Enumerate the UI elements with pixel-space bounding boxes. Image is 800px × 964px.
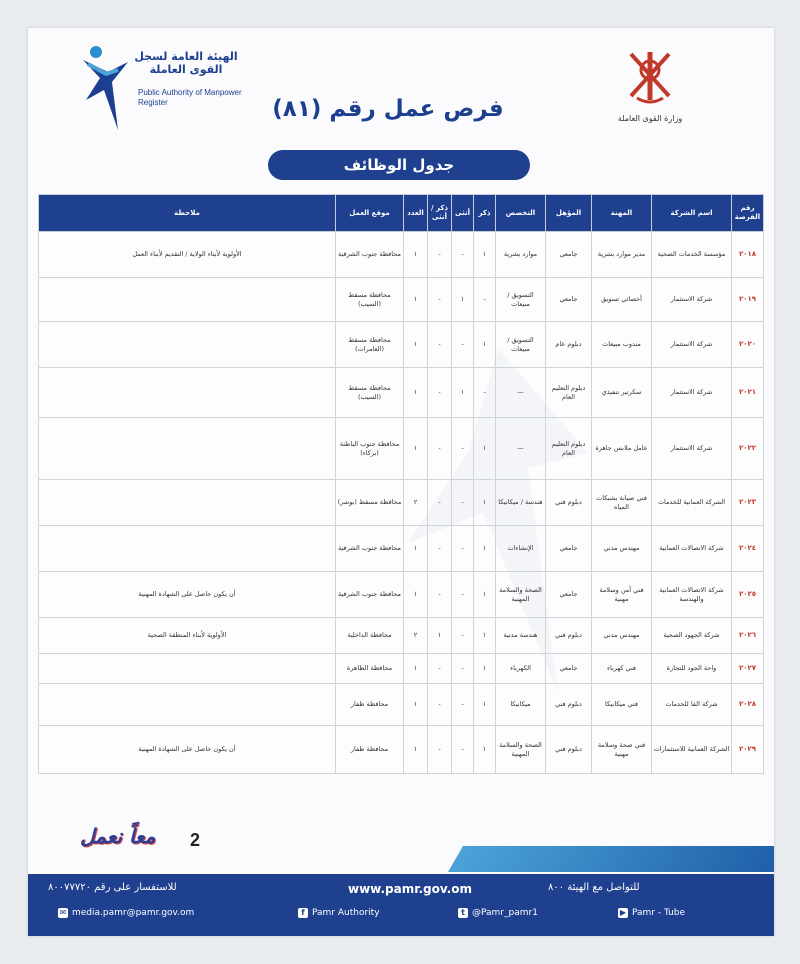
note-cell: الأولوية لأبناء الولاية / التقديم لأبناء العمل [39,232,336,278]
twitter-item[interactable] [458,908,538,918]
table-cell: مهندس مدني [592,618,652,654]
table-cell: سكرتير تنفيذي [592,368,652,418]
table-cell: - [452,572,474,618]
table-cell: شركة الاستثمار [652,322,732,368]
table-cell: جامعي [546,526,592,572]
table-cell: محافظة مسقط (بوشر) [336,480,404,526]
job-listing-page [28,28,774,936]
table-cell: التسويق / مبيعات [496,278,546,322]
table-cell: جامعي [546,232,592,278]
table-cell: الإنشاءات [496,526,546,572]
table-cell: الصحة والسلامة المهنية [496,726,546,774]
table-cell: ٢ [404,618,428,654]
youtube-icon: ▶ [619,908,627,917]
youtube-item[interactable] [618,908,685,918]
email-item[interactable] [58,908,194,918]
job-number-cell: ٢٠٢٠ [732,322,764,368]
column-header: أنثى [452,195,474,232]
twitter-text: @Pamr_pamr1 [472,908,538,918]
table-row [39,654,764,684]
table-cell: - [452,618,474,654]
table-cell: — [496,368,546,418]
table-row [39,368,764,418]
table-cell: ١ [428,618,452,654]
note-cell [39,526,336,572]
table-cell: — [496,418,546,480]
table-cell: شركة الاتصالات العمانية والهندسة [652,572,732,618]
table-cell: - [428,654,452,684]
table-cell: محافظة جنوب الشرقية [336,232,404,278]
table-cell: ١ [404,654,428,684]
table-cell: محافظة مسقط (السيب) [336,368,404,418]
job-number-cell: ٢٠٢٨ [732,684,764,726]
table-cell: فني كهرباء [592,654,652,684]
table-cell: - [428,232,452,278]
table-cell: - [428,572,452,618]
table-cell: - [428,480,452,526]
table-cell: - [428,684,452,726]
table-cell: دبلوم فني [546,726,592,774]
table-cell: - [452,322,474,368]
table-cell: ١ [474,684,496,726]
table-cell: فني أمن وسلامة مهنية [592,572,652,618]
email-text: media.pamr@pamr.gov.om [72,908,195,918]
table-cell: أخصائي تسويق [592,278,652,322]
column-header: ذكر / أنثى [428,195,452,232]
table-cell: محافظة الظاهرة [336,654,404,684]
emblem-caption: وزارة القوى العاملة [617,114,683,123]
job-number-cell: ٢٠١٨ [732,232,764,278]
table-row [39,726,764,774]
table-cell: دبلوم التعليم العام [546,368,592,418]
table-cell: دبلوم فني [546,684,592,726]
table-row [39,572,764,618]
contact-footer [28,874,774,936]
table-row [39,232,764,278]
table-cell: ٢ [404,480,428,526]
note-cell [39,278,336,322]
table-cell: - [474,278,496,322]
table-cell: الكهرباء [496,654,546,684]
ministry-emblem [610,44,690,144]
table-cell: ١ [452,368,474,418]
table-cell: دبلوم عام [546,322,592,368]
table-cell: - [428,418,452,480]
table-cell: شركة الاستثمار [652,418,732,480]
job-number-cell: ٢٠٢٧ [732,654,764,684]
facebook-item[interactable] [298,908,380,918]
note-cell [39,654,336,684]
table-cell: ١ [474,654,496,684]
table-row [39,480,764,526]
table-cell: - [428,726,452,774]
table-cell: واحة الجود للتجارة [652,654,732,684]
table-cell: دبلوم فني [546,618,592,654]
column-header: ذكر [474,195,496,232]
table-cell: شركة الاتصالات العمانية [652,526,732,572]
table-cell: - [428,368,452,418]
job-number-cell: ٢٠٢٩ [732,726,764,774]
table-cell: عامل ملابس جاهزة [592,418,652,480]
job-number-cell: ٢٠٢١ [732,368,764,418]
table-cell: محافظة جنوب الباطنة (بركاء) [336,418,404,480]
job-number-cell: ٢٠٢٥ [732,572,764,618]
oman-emblem-icon [623,44,677,106]
table-cell: - [428,322,452,368]
table-cell: - [452,232,474,278]
column-header: العدد [404,195,428,232]
table-cell: التسويق / مبيعات [496,322,546,368]
table-cell: محافظة ظفار [336,726,404,774]
inquiry-number: للاستفسار على رقم ٨٠٠٧٧٧٢٠ [48,882,177,893]
table-cell: - [452,418,474,480]
table-cell: ١ [404,726,428,774]
table-cell: ١ [404,572,428,618]
authority-name-en: Public Authority of Manpower Register [138,88,242,107]
job-number-cell: ٢٠٢٦ [732,618,764,654]
table-cell: ١ [404,368,428,418]
table-cell: ١ [404,278,428,322]
table-cell: ١ [474,572,496,618]
table-row [39,322,764,368]
table-cell: - [452,654,474,684]
table-cell: ١ [474,618,496,654]
note-cell [39,684,336,726]
job-number-cell: ٢٠٢٣ [732,480,764,526]
table-row [39,278,764,322]
website-link[interactable]: www.pamr.gov.om [348,882,472,896]
table-cell: محافظة جنوب الشرقية [336,572,404,618]
table-cell: ١ [474,726,496,774]
contact-label: للتواصل مع الهيئة ٨٠٠ [548,882,640,893]
table-cell: ١ [474,322,496,368]
table-cell: مهندس مدني [592,526,652,572]
table-header-row [39,195,764,232]
note-cell: الأولوية لأبناء المنطقة الصحية [39,618,336,654]
table-cell: - [452,726,474,774]
note-cell [39,480,336,526]
table-cell: ١ [452,278,474,322]
decorative-stripe [448,846,774,872]
table-row [39,526,764,572]
table-cell: الصحة والسلامة المهنية [496,572,546,618]
table-row [39,618,764,654]
table-cell: ميكانيكا [496,684,546,726]
table-cell: - [452,526,474,572]
table-cell: مدير موارد بشرية [592,232,652,278]
table-cell: - [474,368,496,418]
page-number: 2 [190,830,201,850]
table-body [39,232,764,774]
email-icon: ✉ [59,908,67,917]
table-cell: فني صحة وسلامة مهنية [592,726,652,774]
note-cell: أن يكون حاصل على الشهادة المهنية [39,572,336,618]
table-cell: ١ [474,418,496,480]
table-cell: محافظة مسقط (السيب) [336,278,404,322]
job-number-cell: ٢٠٢٢ [732,418,764,480]
table-cell: مندوب مبيعات [592,322,652,368]
authority-name-ar: الهيئة العامة لسجل القوى العاملة [134,50,238,76]
authority-logo [78,42,248,134]
column-header: اسم الشركة [652,195,732,232]
table-cell: ١ [404,232,428,278]
table-cell: - [428,526,452,572]
column-header: المهنة [592,195,652,232]
table-heading: جدول الوظائف [268,150,530,180]
job-number-cell: ٢٠٢٤ [732,526,764,572]
table-cell: شركة الفا للخدمات [652,684,732,726]
twitter-icon: t [458,908,468,918]
job-number-cell: ٢٠١٩ [732,278,764,322]
table-cell: الشركة العمانية للخدمات [652,480,732,526]
table-cell: ١ [404,684,428,726]
note-cell: أن يكون حاصل على الشهادة المهنية [39,726,336,774]
note-cell [39,322,336,368]
table-cell: فني صيانة بشبكات المياه [592,480,652,526]
table-cell: جامعي [546,654,592,684]
table-cell: ١ [404,322,428,368]
jobs-table [38,194,764,774]
table-cell: ١ [404,526,428,572]
table-cell: ١ [474,526,496,572]
table-cell: دبلوم التعليم العام [546,418,592,480]
table-cell: ١ [474,232,496,278]
brand-slogan: معاً نعمل [80,824,156,848]
table-cell: جامعي [546,278,592,322]
table-cell: هندسة / ميكانيكا [496,480,546,526]
table-row [39,684,764,726]
column-header: المؤهل [546,195,592,232]
note-cell [39,418,336,480]
table-cell: محافظة الداخلية [336,618,404,654]
page-title: فرص عمل رقم (٨١) [272,96,504,122]
column-header: التخصص [496,195,546,232]
column-header: رقم الفرصة [732,195,764,232]
table-cell: محافظة ظفار [336,684,404,726]
table-cell: - [452,480,474,526]
column-header: موقع العمل [336,195,404,232]
table-cell: ١ [404,418,428,480]
table-cell: شركة الاستثمار [652,368,732,418]
table-cell: ١ [474,480,496,526]
facebook-text: Pamr Authority [312,908,380,918]
table-cell: شركة الاستثمار [652,278,732,322]
note-cell [39,368,336,418]
table-cell: مؤسسة الخدمات الصحية [652,232,732,278]
table-cell: - [452,684,474,726]
column-header: ملاحظة [39,195,336,232]
table-row [39,418,764,480]
table-cell: فني ميكانيكا [592,684,652,726]
table-cell: محافظة جنوب الشرقية [336,526,404,572]
table-cell: - [428,278,452,322]
table-cell: محافظة مسقط (العامرات) [336,322,404,368]
table-cell: موارد بشرية [496,232,546,278]
table-cell: شركة الجهود الصحية [652,618,732,654]
facebook-icon: f [298,908,308,918]
table-cell: جامعي [546,572,592,618]
table-cell: دبلوم فني [546,480,592,526]
table-cell: هندسة مدنية [496,618,546,654]
table-cell: الشركة العمانية للاستثمارات [652,726,732,774]
youtube-text: Pamr - Tube [632,908,686,918]
